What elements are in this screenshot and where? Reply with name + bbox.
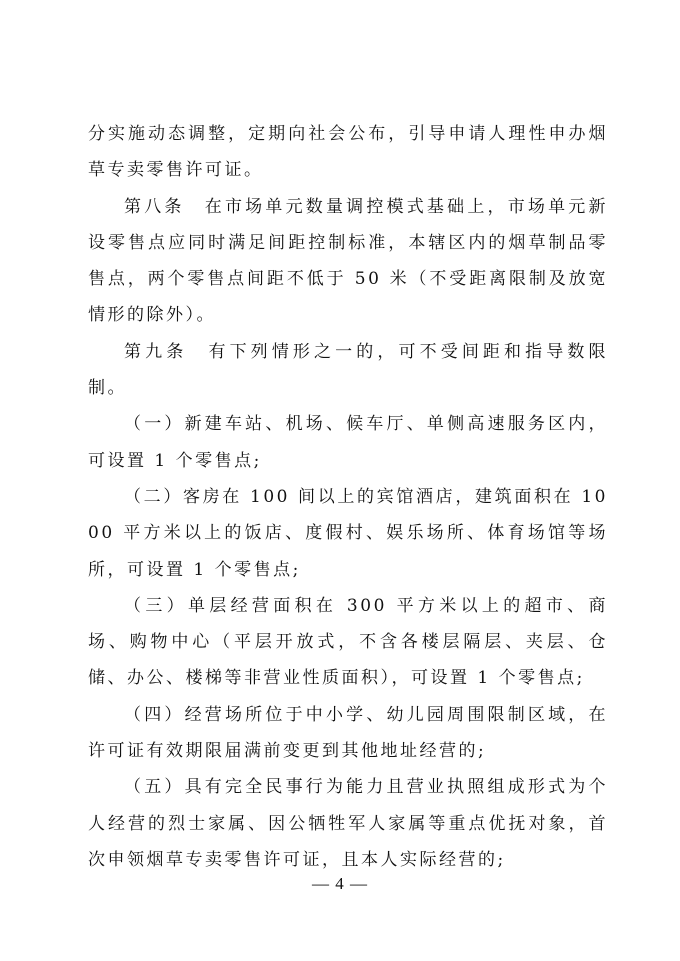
page-number: — 4 — (312, 874, 368, 893)
paragraph-article-9: 第九条 有下列情形之一的，可不受间距和指导数限制。 (88, 341, 608, 399)
document-body (88, 116, 608, 878)
paragraph-item-4: （四）经营场所位于中小学、幼儿园周围限制区域，在许可证有效期限届满前变更到其他地址经营的; (88, 704, 608, 762)
paragraph-item-5: （五）具有完全民事行为能力且营业执照组成形式为个人经营的烈士家属、因公牺牲军人家属等重点优抚对象，首次申领烟草专卖零售许可证，且本人实际经营的; (88, 777, 608, 870)
paragraph-item-1: （一）新建车站、机场、候车厅、单侧高速服务区内，可设置 1 个零售点; (88, 414, 608, 471)
paragraph-continuation: 分实施动态调整，定期向社会公布，引导申请人理性申办烟草专卖零售许可证。 (88, 124, 608, 181)
paragraph-item-3: （三）单层经营面积在 300 平方米以上的超市、商场、购物中心（平层开放式，不含各楼层隔层、夹层、仓储、办公、楼梯等非营业性质面积），可设置 1 个零售点; (88, 595, 608, 689)
paragraph-article-8: 第八条 在市场单元数量调控模式基础上，市场单元新设零售点应同时满足间距控制标准，本辖区内的烟草制品零售点，两个零售点间距不低于 50 米（不受距离限制及放宽情形的除外）。 (88, 196, 608, 326)
paragraph-item-2: （二）客房在 100 间以上的宾馆酒店，建筑面积在 1000 平方米以上的饭店、度假村、娱乐场所、体育场馆等场所，可设置 1 个零售点; (88, 486, 608, 580)
